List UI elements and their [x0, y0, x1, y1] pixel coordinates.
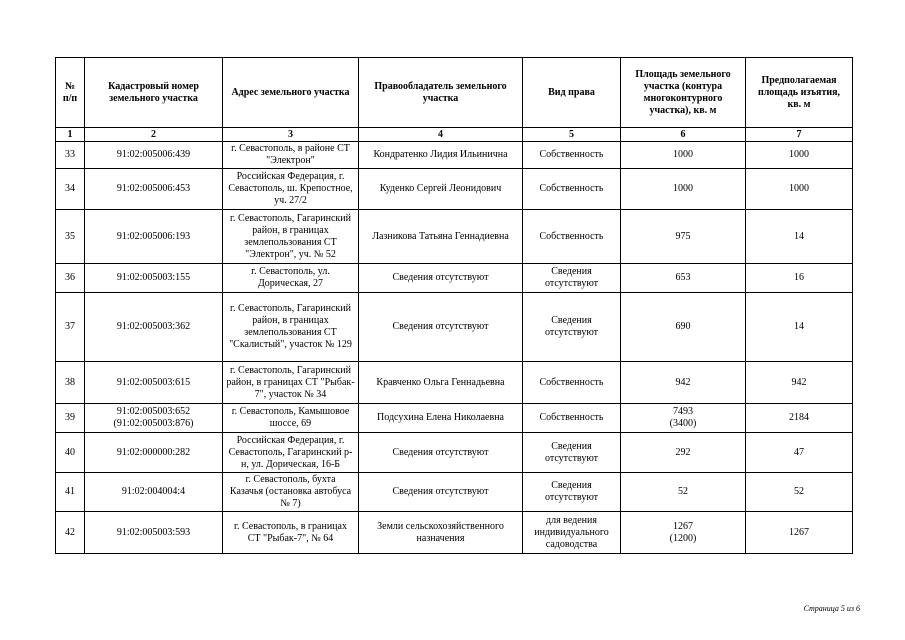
- column-number: 2: [85, 128, 223, 142]
- plot-owner: Кравченко Ольга Геннадьевна: [359, 362, 523, 404]
- cadastral-number: 91:02:004004:4: [85, 473, 223, 512]
- plot-owner: Сведения отсутствуют: [359, 264, 523, 293]
- row-number: 34: [56, 169, 85, 210]
- plot-owner: Сведения отсутствуют: [359, 293, 523, 362]
- plot-address: г. Севастополь, Гагаринский район, в границах землепользования СТ "Скалистый", участок № 129: [223, 293, 359, 362]
- row-number: 36: [56, 264, 85, 293]
- cadastral-number: 91:02:005006:439: [85, 142, 223, 169]
- right-type: Собственность: [523, 362, 621, 404]
- table-row: [56, 293, 853, 362]
- header-withdrawal: Предполагаемая площадь изъятия, кв. м: [746, 58, 853, 128]
- cadastral-number: 91:02:005006:193: [85, 210, 223, 264]
- plot-address: г. Севастополь, ул. Дорическая, 27: [223, 264, 359, 293]
- right-type: Сведения отсутствуют: [523, 264, 621, 293]
- plot-owner: Сведения отсутствуют: [359, 473, 523, 512]
- header-area: Площадь земельного участка (контура многоконтурного участка), кв. м: [621, 58, 746, 128]
- plot-address: г. Севастополь, в границах СТ "Рыбак-7", № 64: [223, 512, 359, 554]
- row-number: 41: [56, 473, 85, 512]
- cadastral-number: 91:02:005003:155: [85, 264, 223, 293]
- right-type: Собственность: [523, 142, 621, 169]
- withdrawal-area: 14: [746, 210, 853, 264]
- row-number: 35: [56, 210, 85, 264]
- header-cadastral: Кадастровый номер земельного участка: [85, 58, 223, 128]
- plot-owner: Куденко Сергей Леонидович: [359, 169, 523, 210]
- table-row: [56, 142, 853, 169]
- cadastral-number: 91:02:005003:362: [85, 293, 223, 362]
- column-number: 5: [523, 128, 621, 142]
- column-numbers-row: [56, 128, 853, 142]
- table-row: [56, 404, 853, 433]
- column-number: 6: [621, 128, 746, 142]
- header-address: Адрес земельного участка: [223, 58, 359, 128]
- withdrawal-area: 47: [746, 433, 853, 473]
- plot-owner: Лазникова Татьяна Геннадиевна: [359, 210, 523, 264]
- row-number: 37: [56, 293, 85, 362]
- right-type: Собственность: [523, 169, 621, 210]
- header-row: [56, 58, 853, 128]
- cadastral-number: 91:02:000000:282: [85, 433, 223, 473]
- withdrawal-area: 1000: [746, 169, 853, 210]
- withdrawal-area: 52: [746, 473, 853, 512]
- header-owner: Правообладатель земельного участка: [359, 58, 523, 128]
- plot-area: 7493 (3400): [621, 404, 746, 433]
- plot-area: 292: [621, 433, 746, 473]
- table-row: [56, 433, 853, 473]
- plot-area: 1267 (1200): [621, 512, 746, 554]
- column-number: 7: [746, 128, 853, 142]
- withdrawal-area: 1000: [746, 142, 853, 169]
- row-number: 40: [56, 433, 85, 473]
- plot-area: 653: [621, 264, 746, 293]
- withdrawal-area: 14: [746, 293, 853, 362]
- right-type: Сведения отсутствуют: [523, 433, 621, 473]
- plot-area: 1000: [621, 169, 746, 210]
- right-type: для ведения индивидуального садоводства: [523, 512, 621, 554]
- cadastral-number: 91:02:005003:615: [85, 362, 223, 404]
- withdrawal-area: 1267: [746, 512, 853, 554]
- cadastral-number: 91:02:005003:652 (91:02:005003:876): [85, 404, 223, 433]
- plot-area: 52: [621, 473, 746, 512]
- plot-area: 690: [621, 293, 746, 362]
- row-number: 39: [56, 404, 85, 433]
- plot-owner: Кондратенко Лидия Ильинична: [359, 142, 523, 169]
- plot-address: г. Севастополь, Гагаринский район, в границах СТ "Рыбак- 7", участок № 34: [223, 362, 359, 404]
- right-type: Собственность: [523, 210, 621, 264]
- plot-owner: Земли сельскохозяйственного назначения: [359, 512, 523, 554]
- table-row: [56, 264, 853, 293]
- column-number: 4: [359, 128, 523, 142]
- column-number: 3: [223, 128, 359, 142]
- plot-area: 942: [621, 362, 746, 404]
- header-number: № п/п: [56, 58, 85, 128]
- table-row: [56, 512, 853, 554]
- row-number: 38: [56, 362, 85, 404]
- plot-address: г. Севастополь, Гагаринский район, в границах землепользования СТ "Электрон", уч. № 52: [223, 210, 359, 264]
- plot-address: г. Севастополь, бухта Казачья (остановка автобуса № 7): [223, 473, 359, 512]
- right-type: Сведения отсутствуют: [523, 293, 621, 362]
- cadastral-number: 91:02:005006:453: [85, 169, 223, 210]
- table-row: [56, 210, 853, 264]
- right-type: Собственность: [523, 404, 621, 433]
- plot-address: г. Севастополь, Камышовое шоссе, 69: [223, 404, 359, 433]
- column-number: 1: [56, 128, 85, 142]
- table-row: [56, 169, 853, 210]
- right-type: Сведения отсутствуют: [523, 473, 621, 512]
- plot-address: г. Севастополь, в районе СТ "Электрон": [223, 142, 359, 169]
- plot-owner: Сведения отсутствуют: [359, 433, 523, 473]
- table-row: [56, 473, 853, 512]
- withdrawal-area: 16: [746, 264, 853, 293]
- row-number: 33: [56, 142, 85, 169]
- plot-address: Российская Федерация, г. Севастополь, Гагаринский р- н, ул. Дорическая, 16-Б: [223, 433, 359, 473]
- plot-area: 1000: [621, 142, 746, 169]
- withdrawal-area: 2184: [746, 404, 853, 433]
- plot-address: Российская Федерация, г. Севастополь, ш. Крепостное, уч. 27/2: [223, 169, 359, 210]
- land-plots-table: [55, 57, 853, 554]
- row-number: 42: [56, 512, 85, 554]
- withdrawal-area: 942: [746, 362, 853, 404]
- plot-area: 975: [621, 210, 746, 264]
- header-right-type: Вид права: [523, 58, 621, 128]
- cadastral-number: 91:02:005003:593: [85, 512, 223, 554]
- plot-owner: Подсухина Елена Николаевна: [359, 404, 523, 433]
- table-row: [56, 362, 853, 404]
- page-number: Страница 5 из 6: [803, 604, 860, 613]
